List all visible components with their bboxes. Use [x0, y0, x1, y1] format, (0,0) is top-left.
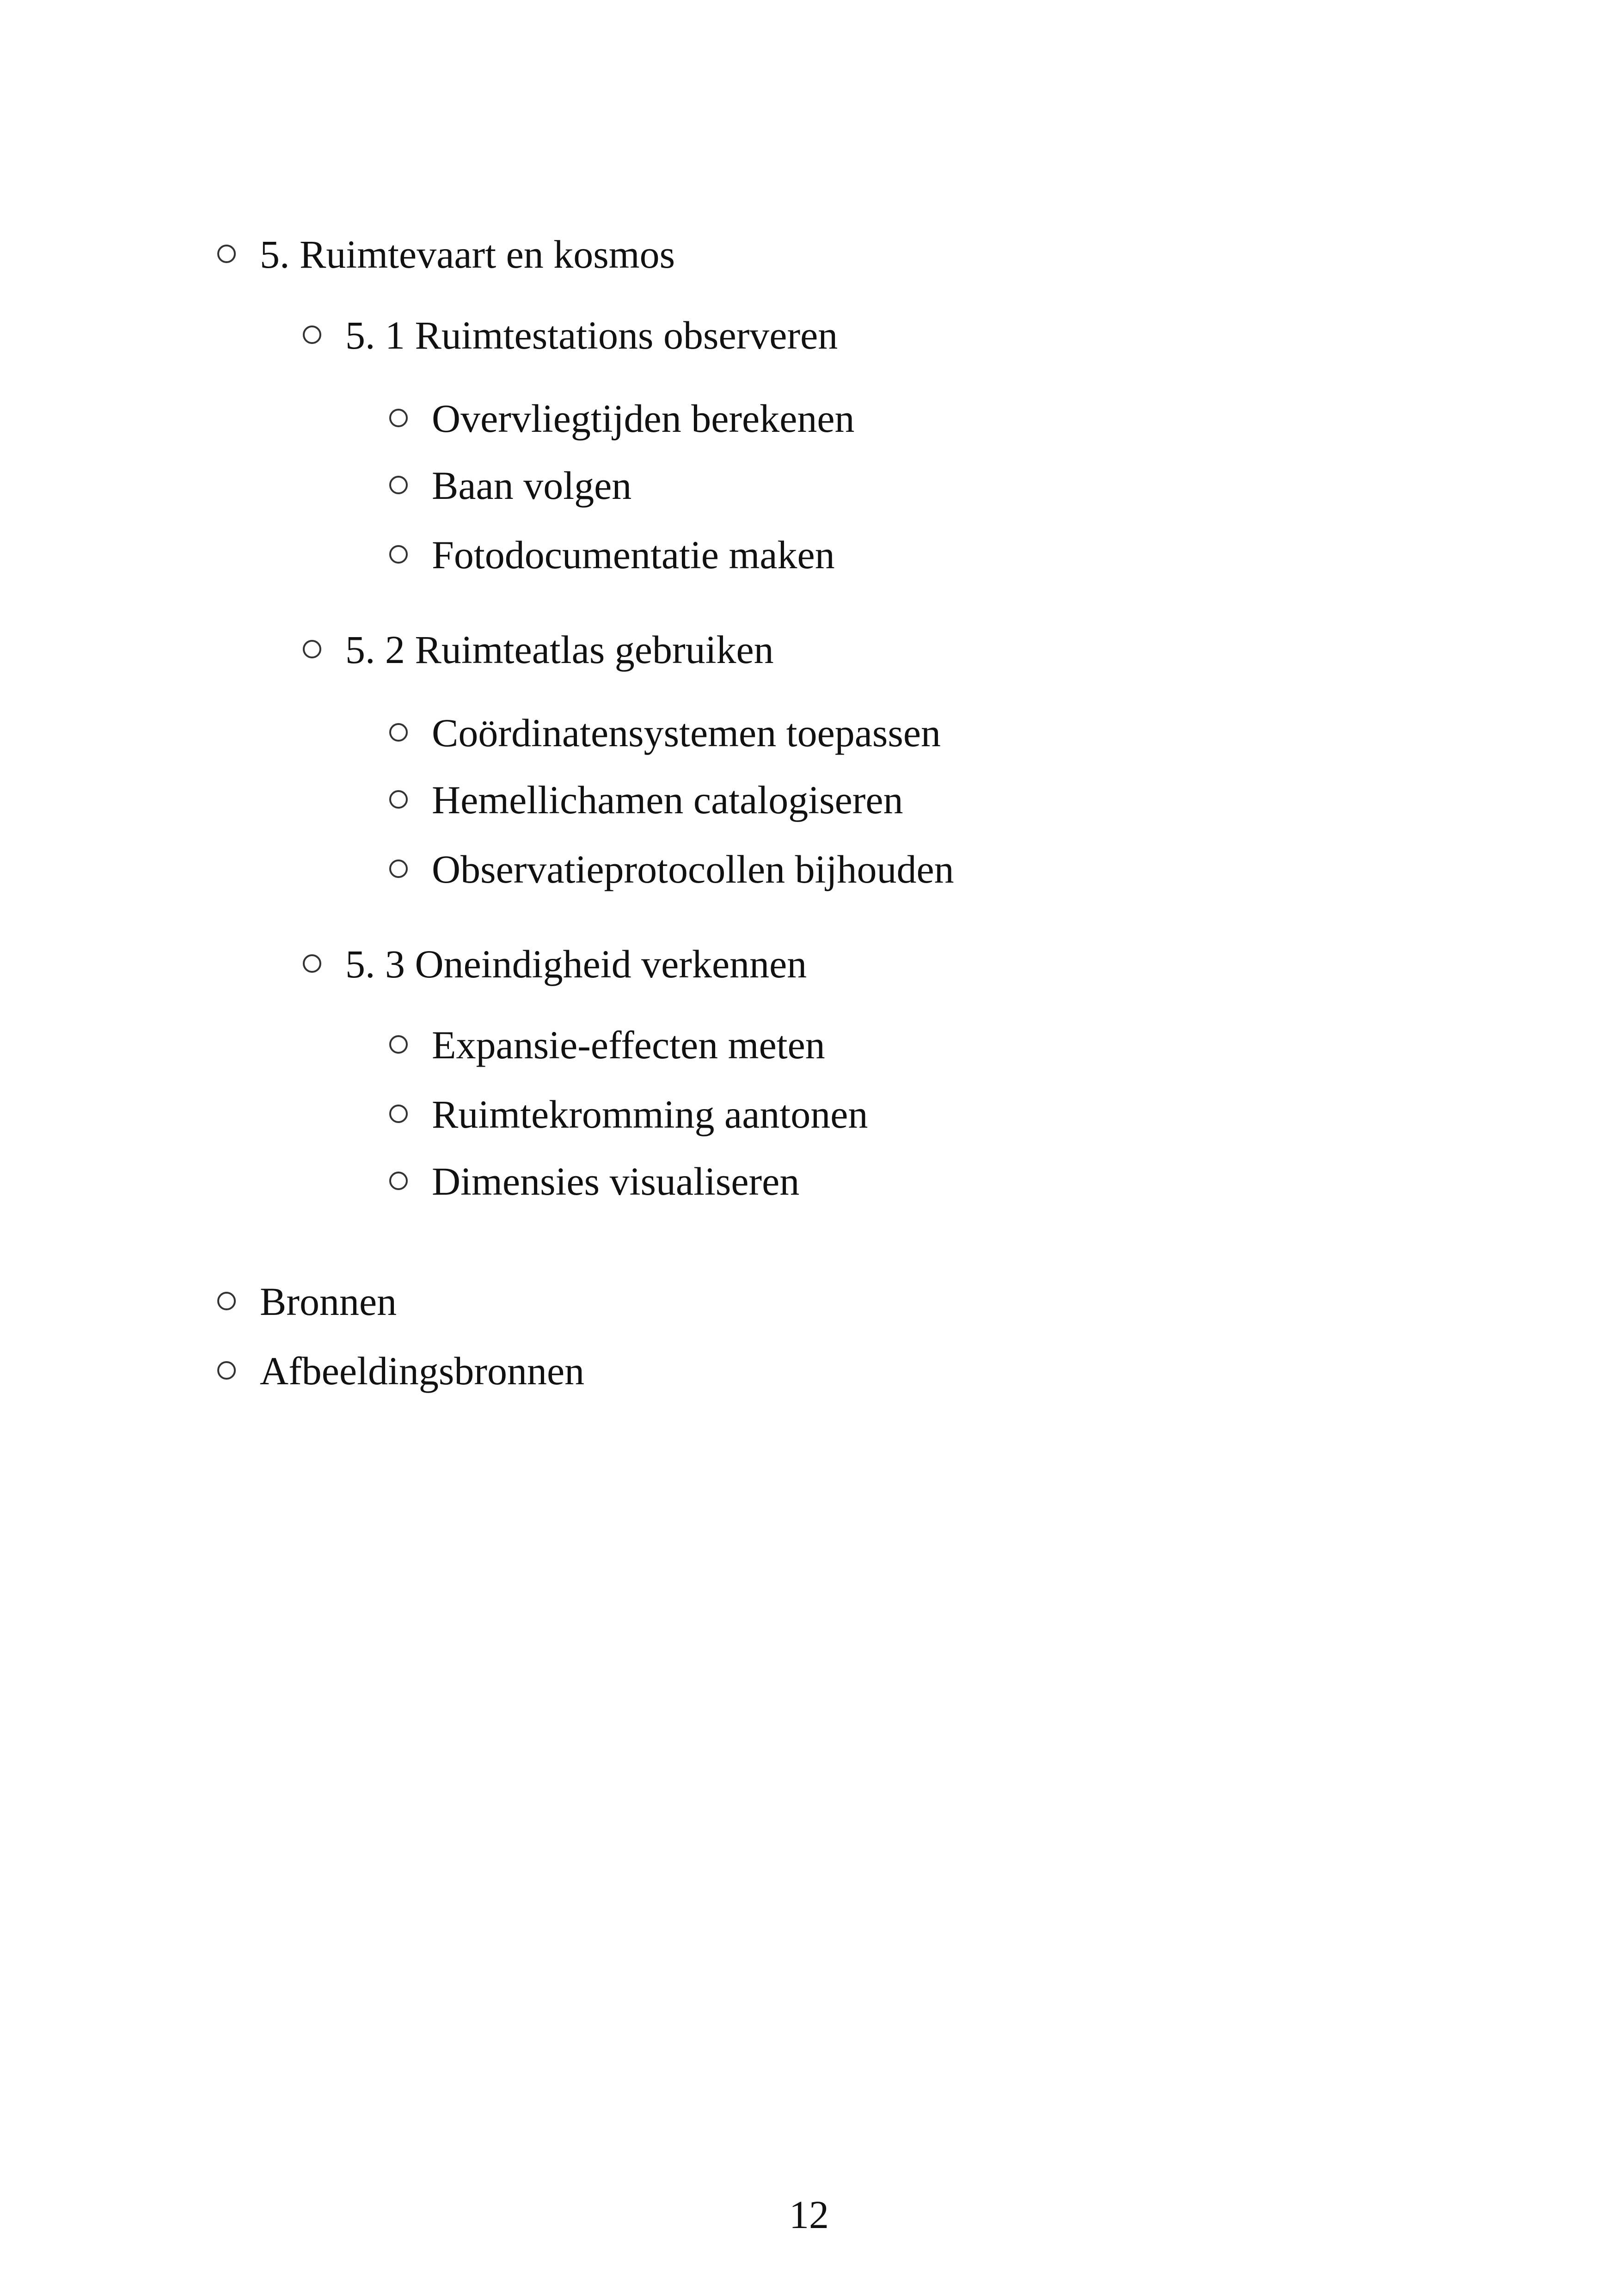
toc-chapter-label: Bronnen [260, 1279, 397, 1324]
toc-section-label: 5. 3 Oneindigheid verkennen [345, 942, 807, 986]
toc-item-label: Observatieprotocollen bijhouden [432, 847, 954, 891]
toc-item-label: Hemellichamen catalogiseren [432, 778, 903, 822]
toc-section-label: 5. 2 Ruimteatlas gebruiken [345, 627, 774, 672]
toc-item-label: Ruimtekromming aantonen [432, 1092, 868, 1136]
toc-item[interactable] [389, 1022, 825, 1068]
toc-item-label: Coördinatensystemen toepassen [432, 711, 941, 755]
bullet-icon [389, 545, 408, 564]
toc-section[interactable] [303, 941, 807, 987]
toc-item-label: Expansie-effecten meten [432, 1023, 825, 1067]
bullet-icon [389, 1105, 408, 1123]
bullet-icon [389, 1172, 408, 1190]
toc-chapter-label: Afbeeldingsbronnen [260, 1349, 585, 1393]
toc-item-label: Baan volgen [432, 463, 632, 508]
page-number: 12 [789, 2192, 829, 2237]
bullet-icon [389, 476, 408, 494]
bullet-icon [217, 1292, 236, 1310]
toc-chapter[interactable] [217, 1348, 584, 1394]
toc-section-label: 5. 1 Ruimtestations observeren [345, 313, 838, 357]
bullet-icon [303, 640, 321, 658]
toc-item[interactable] [389, 710, 941, 756]
toc-item[interactable] [389, 1158, 799, 1204]
bullet-icon [389, 723, 408, 742]
toc-item[interactable] [389, 777, 903, 823]
bullet-icon [303, 325, 321, 344]
bullet-icon [217, 1361, 236, 1380]
toc-item-label: Dimensies visualiseren [432, 1159, 800, 1203]
toc-item[interactable] [389, 846, 954, 892]
toc-section[interactable] [303, 312, 838, 358]
toc-chapter-label: 5. Ruimtevaart en kosmos [260, 232, 675, 276]
bullet-icon [389, 859, 408, 878]
toc-item[interactable] [389, 395, 855, 442]
toc-section[interactable] [303, 626, 774, 673]
bullet-icon [217, 245, 236, 263]
bullet-icon [389, 409, 408, 427]
toc-item[interactable] [389, 1091, 868, 1137]
bullet-icon [303, 954, 321, 973]
toc-item-label: Fotodocumentatie maken [432, 533, 835, 577]
toc-item[interactable] [389, 532, 835, 578]
toc-chapter[interactable] [217, 231, 675, 277]
toc-item[interactable] [389, 462, 631, 509]
toc-item-label: Overvliegtijden berekenen [432, 396, 855, 441]
bullet-icon [389, 1035, 408, 1054]
toc-chapter[interactable] [217, 1278, 397, 1325]
bullet-icon [389, 790, 408, 809]
